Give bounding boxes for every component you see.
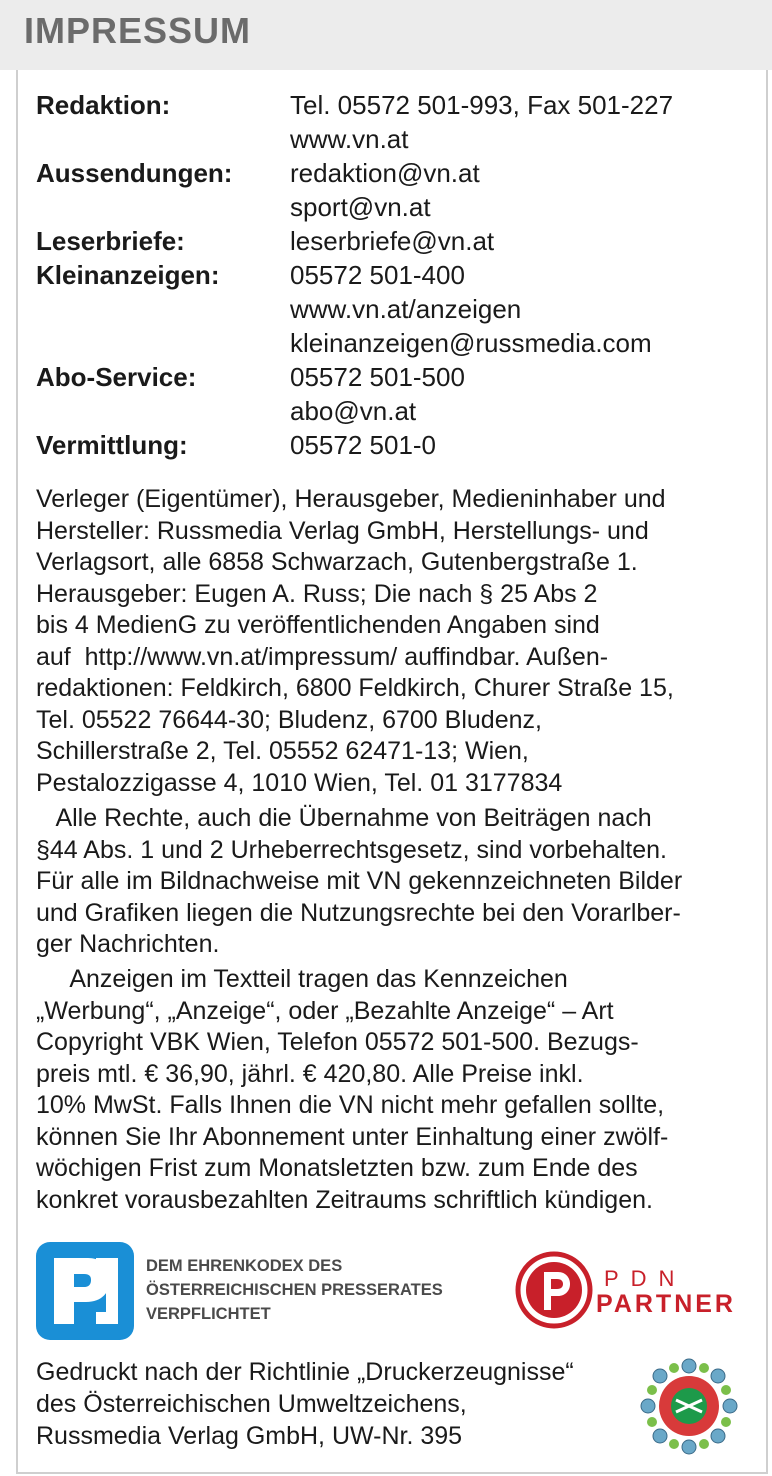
contact-email[interactable]: sport@vn.at	[290, 192, 431, 222]
contact-label: Leserbriefe:	[36, 226, 185, 256]
contact-email[interactable]: abo@vn.at	[290, 396, 417, 426]
contact-label: Kleinanzeigen:	[36, 260, 220, 290]
presserat-logo-icon	[36, 1242, 134, 1340]
contact-email[interactable]: kleinanzeigen@russmedia.com	[290, 328, 652, 358]
contact-link[interactable]: www.vn.at/anzeigen	[290, 294, 522, 324]
contact-value: 05572 501-500	[290, 362, 465, 392]
contact-label: Redaktion:	[36, 90, 171, 120]
pdn-partner-logo-icon	[514, 1250, 594, 1330]
presserat-text: DEM EHRENKODEX DES ÖSTERREICHISCHEN PRESSERATES VERPFLICHTET	[146, 1257, 443, 1323]
rights-paragraph: Alle Rechte, auch die Übernahme von Beiträgen nach §44 Abs. 1 und 2 Urheberrechtsgesetz, sind vorbehalten. Für alle im Bildnachweise mit VN gekennzeichneten Bilder und Grafiken liegen die Nutzungsrechte bei den Vorarlber- ger Nachrichten.	[36, 804, 683, 958]
partner-label: PARTNER	[596, 1290, 736, 1318]
contact-email[interactable]: leserbriefe@vn.at	[290, 226, 495, 256]
advertising-paragraph: Anzeigen im Textteil tragen das Kennzeichen „Werbung“, „Anzeige“, oder „Bezahlte Anzeige“ – Art Copyright VBK Wien, Telefon 05572 501-500. Bezugs- preis mtl. € 36,90, jährl. € 420,80. Alle Preise inkl. 10% MwSt. Falls Ihnen die VN nicht mehr gefallen sollte, können Sie Ihr Abonnement unter Einhaltung einer zwölf- wöchigen Frist zum Monatsletzten bzw. zum Ende des konkret vorausbezahlten Zeitraums schriftlich kündigen.	[36, 965, 669, 1214]
page-title: IMPRESSUM	[24, 10, 252, 51]
umweltzeichen-logo-icon	[638, 1356, 740, 1456]
header-bar	[0, 0, 772, 70]
contact-label: Vermittlung:	[36, 430, 188, 460]
contact-email[interactable]: redaktion@vn.at	[290, 158, 480, 188]
contact-value: Tel. 05572 501-993, Fax 501-227	[290, 90, 674, 120]
print-notice: Gedruckt nach der Richtlinie „Druckerzeugnisse“ des Österreichischen Umweltzeichens, Russmedia Verlag GmbH, UW-Nr. 395	[36, 1358, 574, 1450]
contact-link[interactable]: www.vn.at	[290, 124, 409, 154]
contact-label: Abo-Service:	[36, 362, 197, 392]
pdn-label: PDN	[604, 1266, 687, 1291]
contact-label: Aussendungen:	[36, 158, 233, 188]
contact-value: 05572 501-0	[290, 430, 437, 460]
contact-value: 05572 501-400	[290, 260, 465, 290]
publisher-paragraph: Verleger (Eigentümer), Herausgeber, Medieninhaber und Hersteller: Russmedia Verlag GmbH, Herstellungs- und Verlagsort, alle 6858 Schwarzach, Gutenbergstraße 1. Herausgeber: Eugen A. Russ; Die nach § 25 Abs 2 bis 4 MedienG zu veröffentlichenden Angaben sind auf http://www.vn.at/impressum/ auffindbar. Außen- redaktionen: Feldkirch, 6800 Feldkirch, Churer Straße 15, Tel. 05522 76644-30; Bludenz, 6700 Bludenz, Schillerstraße 2, Tel. 05552 62471-13; Wien, Pestalozzigasse 4, 1010 Wien, Tel. 01 3177834	[36, 485, 674, 797]
